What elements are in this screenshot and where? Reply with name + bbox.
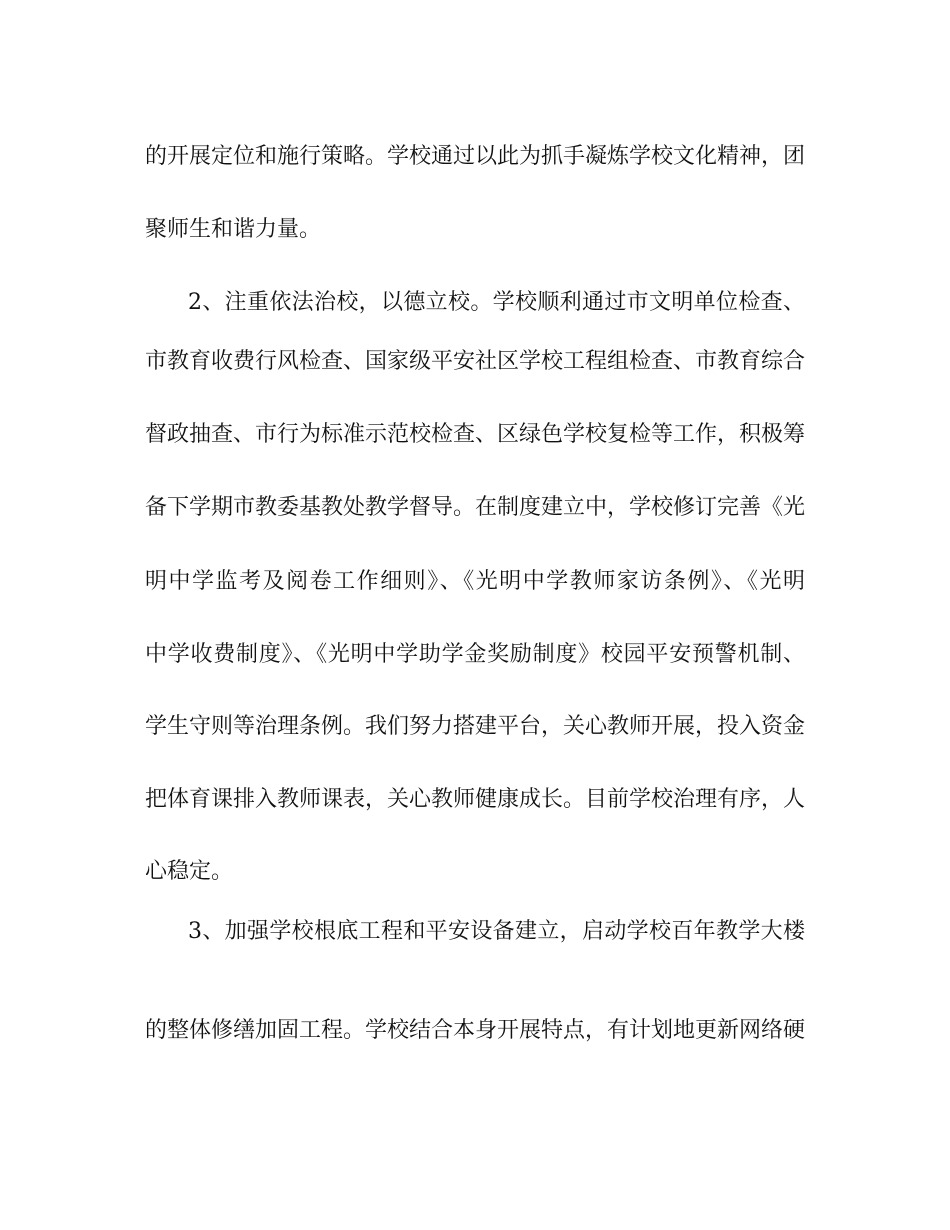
paragraph-line: 把体育课排入教师课表，关心教师健康成长。目前学校治理有序，人 <box>145 787 805 812</box>
paragraph-line: 2、注重依法治校，以德立校。学校顺利通过市文明单位检查、 <box>188 290 805 315</box>
paragraph-line: 心稳定。 <box>145 859 234 884</box>
paragraph-line: 的开展定位和施行策略。学校通过以此为抓手凝炼学校文化精神，团 <box>145 144 805 169</box>
paragraph-line: 聚师生和谐力量。 <box>145 217 322 242</box>
paragraph-line: 市教育收费行风检查、国家级平安社区学校工程组检查、市教育综合 <box>145 349 805 374</box>
paragraph-line: 明中学监考及阅卷工作细则》、《光明中学教师家访条例》、《光明 <box>145 569 805 594</box>
paragraph-line: 学生守则等治理条例。我们努力搭建平台，关心教师开展，投入资金 <box>145 714 805 739</box>
paragraph-line: 督政抽查、市行为标准示范校检查、区绿色学校复检等工作，积极筹 <box>145 422 805 447</box>
paragraph-line: 3、加强学校根底工程和平安设备建立，启动学校百年教学大楼 <box>188 919 805 944</box>
paragraph-line: 中学收费制度》、《光明中学助学金奖励制度》校园平安预警机制、 <box>145 642 805 667</box>
paragraph-line: 备下学期市教委基教处教学督导。在制度建立中，学校修订完善《光 <box>145 495 805 520</box>
paragraph-line: 的整体修缮加固工程。学校结合本身开展特点，有计划地更新网络硬 <box>145 1018 805 1043</box>
